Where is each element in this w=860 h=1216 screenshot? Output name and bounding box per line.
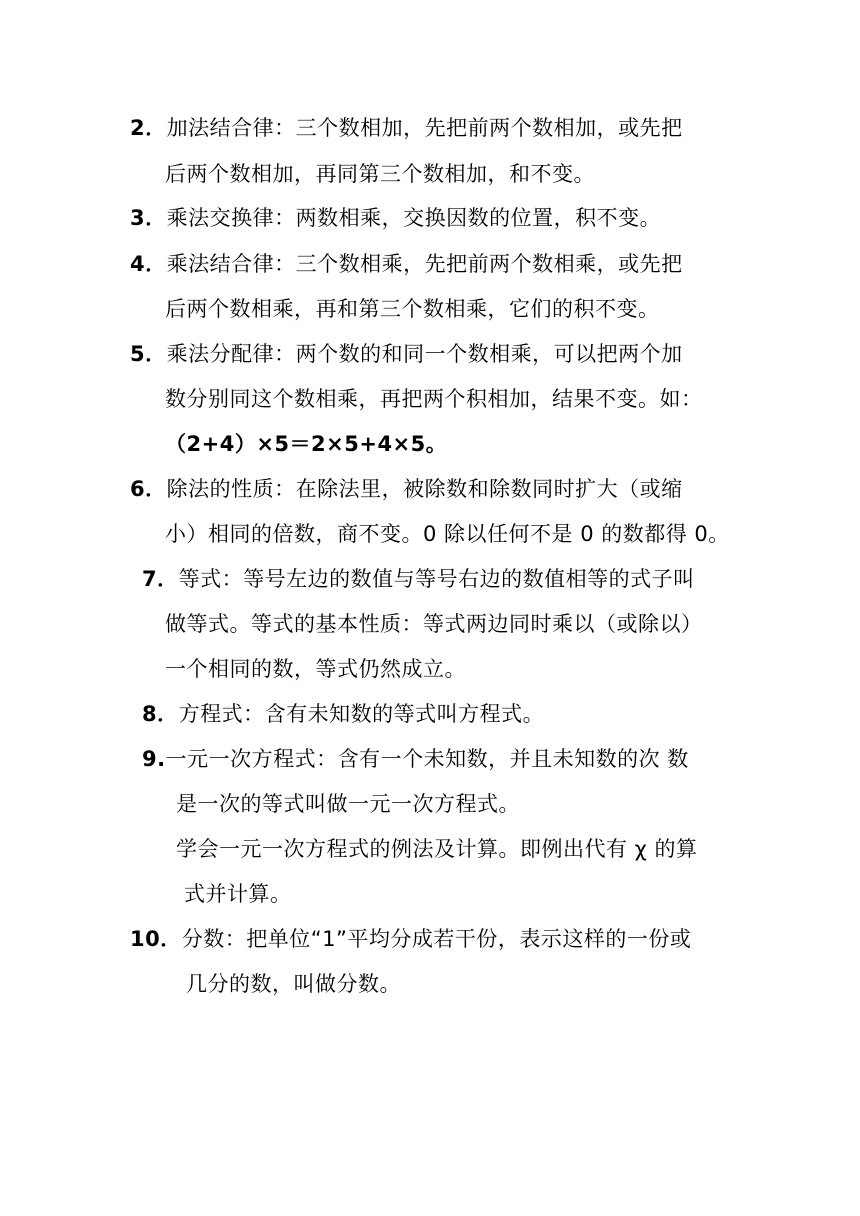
item-number: 8． <box>142 702 179 726</box>
item-text: 一个相同的数，等式仍然成立。 <box>165 657 466 681</box>
item-text: 是一次的等式叫做一元一次方程式。 <box>176 792 520 816</box>
item-4-line-2 <box>165 294 660 324</box>
item-number: 4． <box>130 252 167 276</box>
item-10-line-2 <box>186 969 401 999</box>
item-formula: （2+4）×5＝2×5+4×5。 <box>165 432 448 456</box>
item-text: 乘法结合律：三个数相乘，先把前两个数相乘，或先把 <box>166 252 683 276</box>
item-7-line-2 <box>165 609 703 639</box>
item-text: 乘法交换律：两数相乘，交换因数的位置，积不变。 <box>166 206 662 230</box>
item-text: 乘法分配律：两个数的和同一个数相乘，可以把两个加 <box>166 342 683 366</box>
item-text: 等式：等号左边的数值与等号右边的数值相等的式子叫 <box>178 567 695 591</box>
item-text: 除法的性质：在除法里，被除数和除数同时扩大（或缩 <box>166 477 683 501</box>
item-3-line-1 <box>130 203 661 233</box>
item-number: 2． <box>130 116 167 140</box>
item-8-line-1 <box>142 699 544 729</box>
item-text: 几分的数，叫做分数。 <box>186 972 401 996</box>
item-text: 数分别同这个数相乘，再把两个积相加，结果不变。如： <box>165 387 703 411</box>
item-7-line-1 <box>142 564 695 594</box>
item-number: 9. <box>142 747 166 771</box>
item-6-line-1 <box>130 474 683 504</box>
item-9-line-4 <box>184 879 292 909</box>
item-number: 7． <box>142 567 179 591</box>
item-text: 加法结合律：三个数相加，先把前两个数相加，或先把 <box>166 116 683 140</box>
item-10-line-1 <box>130 924 691 954</box>
item-9-line-3 <box>176 834 697 864</box>
item-5-line-3 <box>165 429 447 459</box>
item-4-line-1 <box>130 249 683 279</box>
item-text: 式并计算。 <box>184 882 292 906</box>
item-text: 后两个数相加，再同第三个数相加，和不变。 <box>165 162 595 186</box>
item-text: 做等式。等式的基本性质：等式两边同时乘以（或除以） <box>165 612 703 636</box>
item-text: 后两个数相乘，再和第三个数相乘，它们的积不变。 <box>165 297 660 321</box>
item-number: 6． <box>130 477 167 501</box>
item-text: 方程式：含有未知数的等式叫方程式。 <box>178 702 545 726</box>
item-9-line-2 <box>176 789 520 819</box>
item-number: 10． <box>130 927 182 951</box>
item-7-line-3 <box>165 654 466 684</box>
item-number: 5． <box>130 342 167 366</box>
item-5-line-2 <box>165 384 703 414</box>
item-text: 学会一元一次方程式的例法及计算。即例出代有 χ 的算 <box>176 837 698 861</box>
item-text: 一元一次方程式：含有一个未知数，并且未知数的次 数 <box>165 747 689 771</box>
item-text: 小）相同的倍数，商不变。0 除以任何不是 0 的数都得 0。 <box>165 522 730 546</box>
item-5-line-1 <box>130 339 683 369</box>
item-2-line-2 <box>165 159 595 189</box>
item-number: 3． <box>130 206 167 230</box>
item-6-line-2 <box>165 519 730 549</box>
item-2-line-1 <box>130 113 683 143</box>
item-9-line-1 <box>142 744 689 774</box>
item-text: 分数：把单位“1”平均分成若干份，表示这样的一份或 <box>181 927 692 951</box>
